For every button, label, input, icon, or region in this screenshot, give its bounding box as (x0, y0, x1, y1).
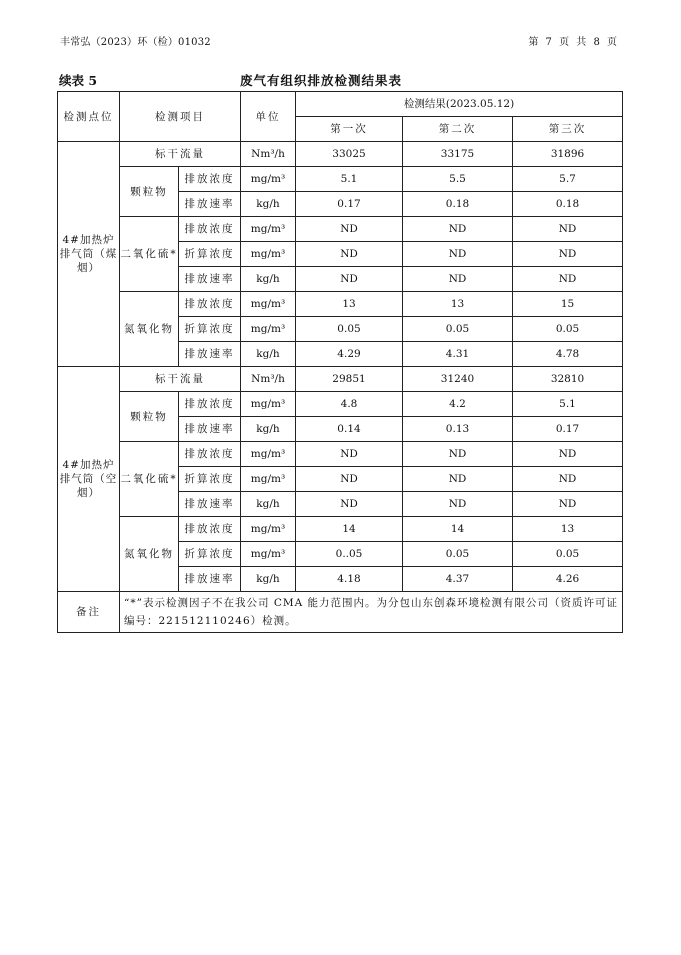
param-cell: 排放速率 (179, 267, 241, 292)
document-number: 丰常弘（2023）环（检）01032 (60, 37, 211, 48)
header-item: 检测项目 (120, 92, 241, 142)
param-cell: 排放速率 (179, 342, 241, 367)
value-cell: ND (403, 442, 513, 467)
param-cell: 排放浓度 (179, 167, 241, 192)
value-cell: 14 (403, 517, 513, 542)
value-cell: 5.1 (296, 167, 403, 192)
value-cell: ND (403, 217, 513, 242)
value-cell: 0.18 (403, 192, 513, 217)
unit-cell: kg/h (241, 567, 296, 592)
value-cell: 33025 (296, 142, 403, 167)
unit-cell: mg/m³ (241, 242, 296, 267)
value-cell: 0.14 (296, 417, 403, 442)
param-cell: 排放速率 (179, 492, 241, 517)
header-row (58, 92, 623, 117)
value-cell: 32810 (513, 367, 623, 392)
value-cell: ND (513, 242, 623, 267)
header-unit: 单位 (241, 92, 296, 142)
pollutant-name: 氮氧化物 (120, 292, 179, 367)
value-cell: 4.2 (403, 392, 513, 417)
param-cell: 折算浓度 (179, 317, 241, 342)
header-run-3: 第三次 (513, 117, 623, 142)
param-cell: 折算浓度 (179, 542, 241, 567)
value-cell: ND (513, 467, 623, 492)
value-cell: ND (296, 217, 403, 242)
value-cell: 13 (403, 292, 513, 317)
param-cell: 排放浓度 (179, 292, 241, 317)
value-cell: 5.5 (403, 167, 513, 192)
value-cell: 15 (513, 292, 623, 317)
value-cell: 4.18 (296, 567, 403, 592)
value-cell: ND (403, 242, 513, 267)
value-cell: 4.26 (513, 567, 623, 592)
unit-cell: mg/m³ (241, 217, 296, 242)
unit-cell: mg/m³ (241, 292, 296, 317)
unit-cell: kg/h (241, 267, 296, 292)
value-cell: 13 (513, 517, 623, 542)
value-cell: 0.05 (296, 317, 403, 342)
unit-cell: mg/m³ (241, 442, 296, 467)
param-cell: 排放浓度 (179, 392, 241, 417)
flow-label: 标干流量 (120, 142, 241, 167)
value-cell: ND (296, 442, 403, 467)
remarks-row (58, 592, 623, 633)
param-cell: 排放浓度 (179, 517, 241, 542)
unit-cell: Nm³/h (241, 367, 296, 392)
value-cell: 0.17 (513, 417, 623, 442)
flow-label: 标干流量 (120, 367, 241, 392)
unit-cell: mg/m³ (241, 467, 296, 492)
param-cell: 折算浓度 (179, 467, 241, 492)
value-cell: ND (403, 492, 513, 517)
value-cell: 4.37 (403, 567, 513, 592)
table-row (58, 442, 623, 467)
value-cell: 0.05 (513, 317, 623, 342)
unit-cell: mg/m³ (241, 517, 296, 542)
value-cell: 31896 (513, 142, 623, 167)
unit-cell: Nm³/h (241, 142, 296, 167)
param-cell: 排放速率 (179, 192, 241, 217)
value-cell: 0.05 (513, 542, 623, 567)
value-cell: 29851 (296, 367, 403, 392)
table-row (58, 517, 623, 542)
value-cell: ND (403, 267, 513, 292)
value-cell: 4.29 (296, 342, 403, 367)
unit-cell: mg/m³ (241, 542, 296, 567)
param-cell: 排放速率 (179, 567, 241, 592)
header-run-1: 第一次 (296, 117, 403, 142)
location-cell: 4#加热炉排气筒（空烟） (58, 367, 120, 592)
value-cell: 14 (296, 517, 403, 542)
value-cell: 0.18 (513, 192, 623, 217)
header-run-2: 第二次 (403, 117, 513, 142)
unit-cell: mg/m³ (241, 392, 296, 417)
param-cell: 排放浓度 (179, 442, 241, 467)
value-cell: 0.05 (403, 317, 513, 342)
table-row (58, 142, 623, 167)
pollutant-name: 二氧化硫* (120, 442, 179, 517)
table-row (58, 392, 623, 417)
unit-cell: kg/h (241, 192, 296, 217)
value-cell: ND (296, 467, 403, 492)
unit-cell: mg/m³ (241, 317, 296, 342)
value-cell: 0.13 (403, 417, 513, 442)
table-row (58, 217, 623, 242)
value-cell: 5.1 (513, 392, 623, 417)
value-cell: 13 (296, 292, 403, 317)
remarks-label: 备注 (58, 592, 120, 633)
table-row (58, 292, 623, 317)
value-cell: ND (513, 267, 623, 292)
value-cell: 4.8 (296, 392, 403, 417)
unit-cell: kg/h (241, 342, 296, 367)
results-table (57, 91, 623, 633)
pollutant-name: 颗粒物 (120, 392, 179, 442)
pollutant-name: 氮氧化物 (120, 517, 179, 592)
value-cell: 5.7 (513, 167, 623, 192)
pollutant-name: 二氧化硫* (120, 217, 179, 292)
value-cell: 31240 (403, 367, 513, 392)
value-cell: 4.78 (513, 342, 623, 367)
table-title: 废气有组织排放检测结果表 (240, 73, 403, 88)
value-cell: ND (403, 467, 513, 492)
value-cell: ND (296, 267, 403, 292)
param-cell: 折算浓度 (179, 242, 241, 267)
value-cell: ND (513, 217, 623, 242)
page-indicator: 第 7 页 共 8 页 (528, 37, 619, 48)
param-cell: 排放浓度 (179, 217, 241, 242)
table-row (58, 367, 623, 392)
value-cell: ND (513, 442, 623, 467)
value-cell: ND (513, 492, 623, 517)
unit-cell: kg/h (241, 492, 296, 517)
table-row (58, 167, 623, 192)
value-cell: ND (296, 242, 403, 267)
value-cell: 0.05 (403, 542, 513, 567)
value-cell: 4.31 (403, 342, 513, 367)
unit-cell: kg/h (241, 417, 296, 442)
value-cell: 33175 (403, 142, 513, 167)
unit-cell: mg/m³ (241, 167, 296, 192)
value-cell: ND (296, 492, 403, 517)
table-label: 续表 5 (59, 73, 98, 88)
header-results: 检测结果(2023.05.12) (296, 92, 623, 117)
header-location: 检测点位 (58, 92, 120, 142)
value-cell: 0..05 (296, 542, 403, 567)
location-cell: 4#加热炉排气筒（煤烟） (58, 142, 120, 367)
value-cell: 0.17 (296, 192, 403, 217)
param-cell: 排放速率 (179, 417, 241, 442)
pollutant-name: 颗粒物 (120, 167, 179, 217)
remarks-text: “*”表示检测因子不在我公司 CMA 能力范围内。为分包山东创森环境检测有限公司（资质许可证编号：221512110246）检测。 (120, 592, 623, 633)
